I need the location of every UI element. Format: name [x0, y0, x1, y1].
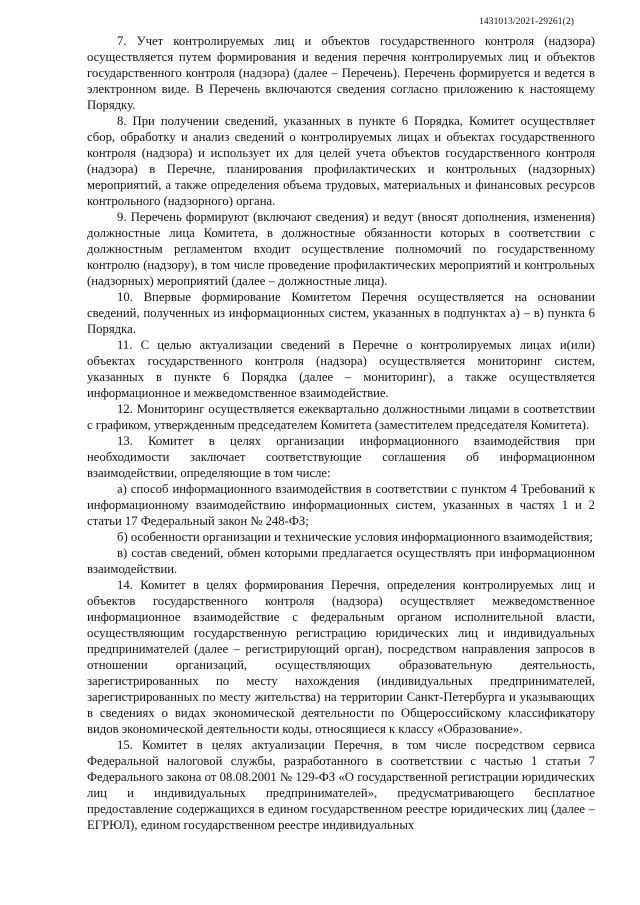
- paragraph-8: 8. При получении сведений, указанных в пункте 6 Порядка, Комитет осуществляет сбор, обработку и анализ сведений о контролируемых лицах и объектах государственного контроля (надзора) и использует их для целей учета объектов государственного контроля (надзора) в Перечне, планирования профилактических и контрольных (надзорных) мероприятий, а также определения объема трудовых, материальных и финансовых ресурсов контрольного (надзорного) органа.: [87, 114, 595, 208]
- document-number: 1431013/2021-29261(2): [479, 17, 574, 27]
- paragraph-7: 7. Учет контролируемых лиц и объектов государственного контроля (надзора) осуществляется путем формирования и ведения перечня контролируемых лиц и объектов государственного контроля (надзора) (далее – Перечень). Перечень формируется и ведется в электронном виде. В Перечень включаются сведения согласно приложению к настоящему Порядку.: [87, 34, 595, 112]
- paragraph-14: 14. Комитет в целях формирования Перечня, определения контролируемых лиц и объектов государственного контроля (надзора) осуществляет межведомственное информационное взаимодействие с федеральным органом исполнительной власти, осуществляющим государственную регистрацию юридических лиц и индивидуальных предпринимателей (далее – регистрирующий орган), посредством направления запросов в отношении организаций, осуществляющих образовательную деятельность, зарегистрированных по месту нахождения (индивидуальных предпринимателей, зарегистрированных по месту жительства) на территории Санкт-Петербурга и указывающих в сведениях о видах экономической деятельности по Общероссийскому классификатору видов экономической деятельности коды, относящиеся к классу «Образование».: [87, 578, 595, 736]
- subparagraph-13c: в) состав сведений, обмен которыми предлагается осуществлять при информационном взаимодействии.: [87, 546, 595, 576]
- subparagraph-13a: а) способ информационного взаимодействия в соответствии с пунктом 4 Требований к информационному взаимодействию информационных систем, указанных в частях 1 и 2 статьи 17 Федеральный закон № 248-ФЗ;: [87, 482, 595, 528]
- paragraph-13: 13. Комитет в целях организации информационного взаимодействия при необходимости заключает соответствующие соглашения об информационном взаимодействии, определяющие в том числе:: [87, 434, 595, 480]
- paragraph-11: 11. С целью актуализации сведений в Перечне о контролируемых лицах и(или) объектах государственного контроля (надзора) осуществляется мониторинг систем, указанных в пункте 6 Порядка (далее – мониторинг), а также осуществляется информационное и межведомственное взаимодействие.: [87, 338, 595, 400]
- document-body: [87, 33, 595, 833]
- subparagraph-13b: б) особенности организации и технические условия информационного взаимодействия;: [117, 530, 593, 544]
- paragraph-10: 10. Впервые формирование Комитетом Перечня осуществляется на основании сведений, полученных из информационных систем, указанных в подпунктах а) – в) пункта 6 Порядка.: [87, 290, 595, 336]
- paragraph-15: 15. Комитет в целях актуализации Перечня, в том числе посредством сервиса Федеральной налоговой службы, разработанного в соответствии с частью 1 статьи 7 Федерального закона от 08.08.2001 № 129-ФЗ «О государственной регистрации юридических лиц и индивидуальных предпринимателей», предусматривающего бесплатное предоставление содержащихся в едином государственном реестре юридических лиц (далее – ЕГРЮЛ), едином государственном реестре индивидуальных: [87, 738, 595, 832]
- paragraph-12: 12. Мониторинг осуществляется ежеквартально должностными лицами в соответствии с графиком, утвержденным председателем Комитета (заместителем председателя Комитета).: [87, 402, 595, 432]
- paragraph-9: 9. Перечень формируют (включают сведения) и ведут (вносят дополнения, изменения) должностные лица Комитета, в должностные обязанности которых в соответствии с должностным регламентом входит осуществление полномочий по государственному контролю (надзору), в том числе проведение профилактических мероприятий и контрольных (надзорных) мероприятий (далее – должностные лица).: [87, 210, 595, 288]
